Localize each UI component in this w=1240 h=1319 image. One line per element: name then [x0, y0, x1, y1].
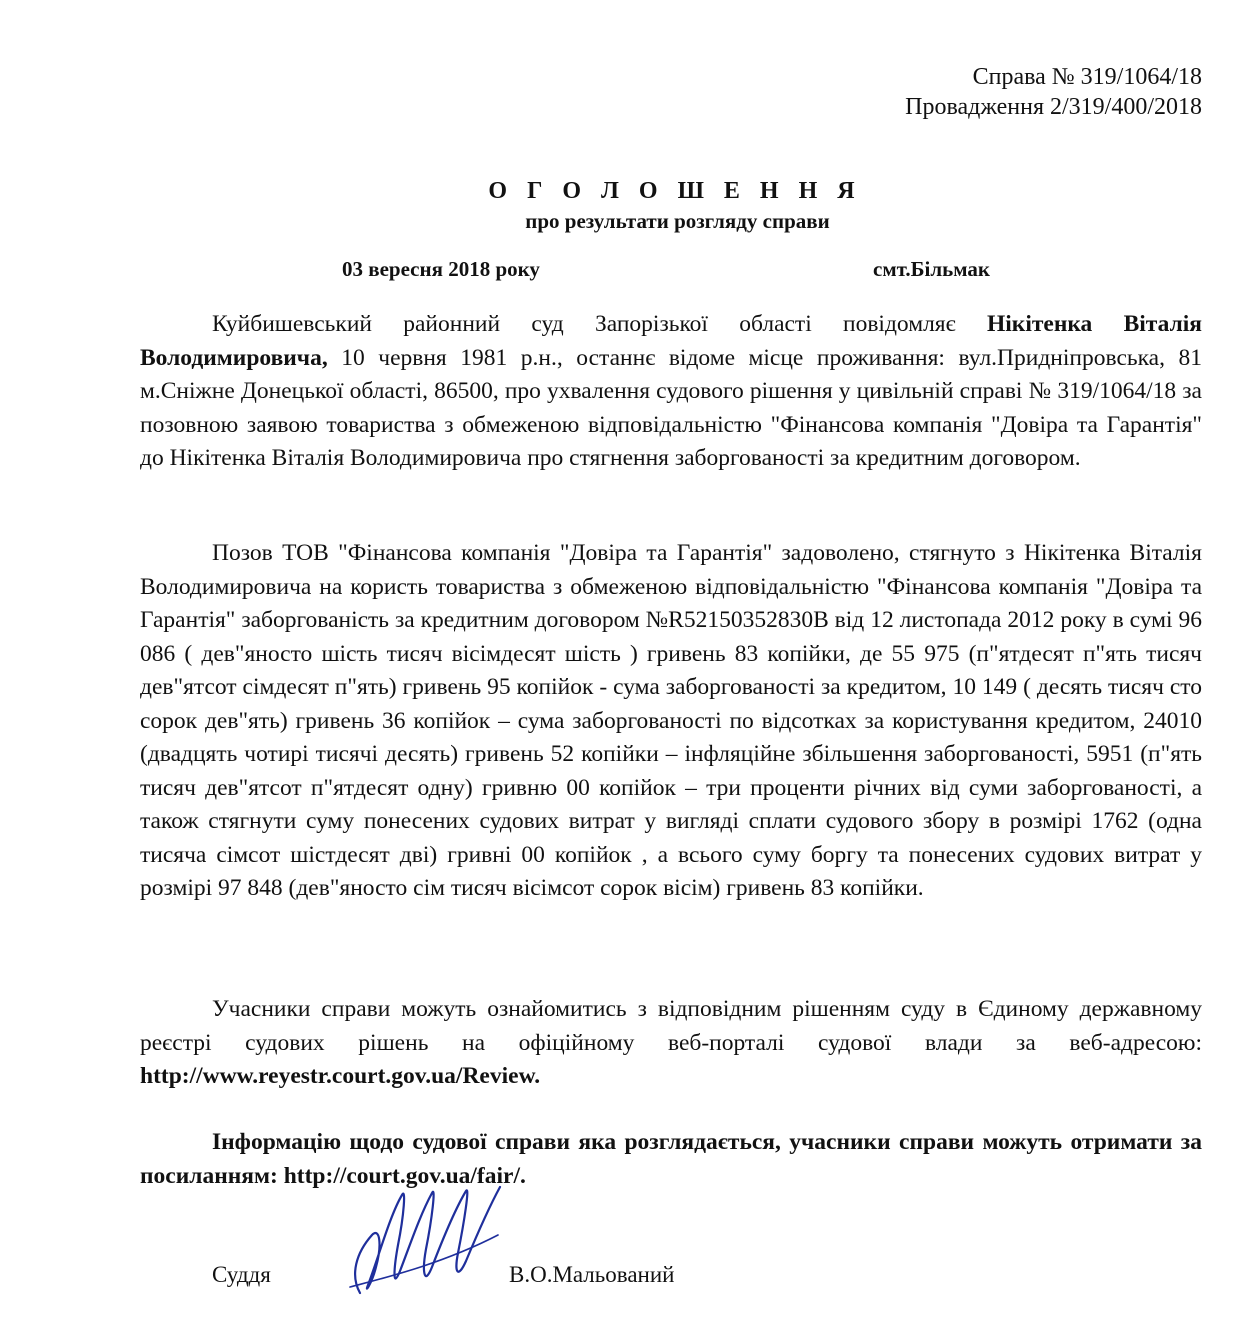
proceeding-number: Провадження 2/319/400/2018	[905, 94, 1202, 120]
notice-subtitle: про результати розгляду справи	[525, 209, 830, 233]
notice-heading	[0, 176, 1240, 236]
case-number: Справа № 319/1064/18	[972, 64, 1202, 90]
case-reference	[905, 62, 1202, 122]
paragraph1-rest: 10 червня 1981 р.н., останнє відоме місце проживання: вул.Придніпровська, 81 м.Сніжне Донецької області, 86500, про ухвалення судового рішення у цивільній справі № 319/1064/18 за позовною заявою товариства з обмеженою відповідальністю "Фінансова компанія "Довіра та Гарантія" до Нікітенка Віталія Володимировича про стягнення заборгованості за кредитним договором.	[140, 344, 1202, 471]
paragraph3-text: Учасники справи можуть ознайомитись з відповідним рішенням суду в Єдиному державному реєстрі судових рішень на офіційному веб-порталі судової влади за веб-адресою:	[140, 996, 1202, 1056]
paragraph-judgment: Позов ТОВ "Фінансова компанія "Довіра та Гарантія" задоволено, стягнуто з Нікітенка Віталія Володимировича на користь товариства з обмеженою відповідальністю "Фінансова компанія "Довіра та Гарантія" заборгованість за кредитним договором №R52150352830B від 12 листопада 2012 року в сумі 96 086 ( дев"яносто шість тисяч вісімдесят шість ) гривень 83 копійки, де 55 975 (п"ятдесят п"ять тисяч дев"ятсот сімдесят п"ять) гривень 95 копійок - сума заборгованості за кредитом, 10 149 ( десять тисяч сто сорок дев"ять) гривень 36 копійок – сума заборгованості по відсотках за користування кредитом, 24010 (двадцять чотирі тисячі десять) гривень 52 копійки – інфляційне збільшення заборгованості, 5951 (п"ять тисяч дев"ятсот п"ятдесят одну) гривню 00 копійок – три проценти річних від суми заборгованості, а також стягнути суму понесених судових витрат у вигляді сплати судового збору в розмірі 1762 (одна тисяча сімсот шістдесят дві) гривні 00 копійок , а всього суму боргу та понесених судових витрат у розмірі 97 848 (дев"яносто сім тисяч вісімсот сорок вісім) гривень 83 копійки.	[140, 540, 1202, 901]
paragraph-court-notice	[140, 308, 1202, 476]
notice-place: смт.Більмак	[873, 257, 990, 281]
registry-link[interactable]: http://www.reyestr.court.gov.ua/Review.	[140, 1063, 541, 1089]
paragraph-registry	[140, 993, 1202, 1094]
paragraph-case-info: Інформацію щодо судової справи яка розглядається, учасники справи можуть отримати за посиланням: http://court.gov.ua/fair/.	[140, 1129, 1202, 1189]
judge-label: Суддя	[212, 1262, 271, 1287]
defendant-name: Нікітенка Віталія Володимировича,	[140, 311, 1202, 371]
notice-title: О Г О Л О Ш Е Н Н Я	[488, 178, 862, 204]
judge-name: В.О.Мальований	[509, 1262, 675, 1287]
paragraph1-lead: Куйбишевський районний суд Запорізької області повідомляє	[212, 311, 987, 337]
notice-date: 03 вересня 2018 року	[342, 257, 540, 281]
handwritten-signature	[320, 1175, 520, 1305]
